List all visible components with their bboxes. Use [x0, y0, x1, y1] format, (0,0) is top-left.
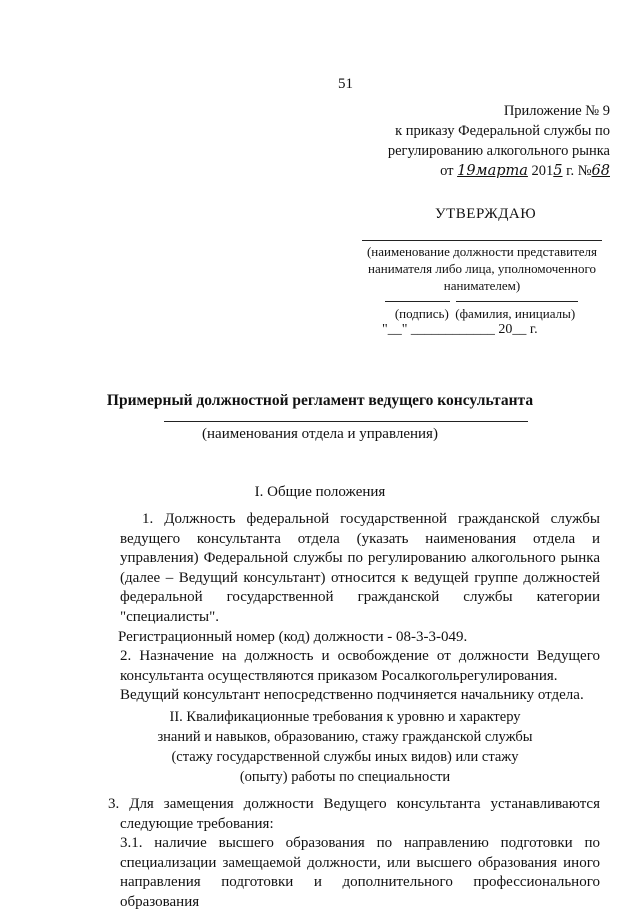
appendix-line-2: к приказу Федеральной службы по [395, 123, 610, 139]
appendix-header [370, 101, 610, 181]
department-line [164, 421, 528, 422]
section-1-body [120, 510, 600, 706]
paragraph-2: 2. Назначение на должность и освобождение от должности Ведущего консультанта осуществляются приказом Росалкогольрегулирования. [120, 648, 600, 684]
signature-line [385, 301, 450, 302]
document-title: Примерный должностной регламент ведущего консультанта [106, 392, 534, 409]
position-line [362, 240, 602, 241]
position-note: (наименование должности представителя нанимателя либо лица, уполномоченного нанимателем) [366, 244, 598, 293]
section-2-heading: II. Квалификационные требования к уровню и характеру знаний и навыков, образованию, стажу гражданской службы (стажу государственной службы иных видов) или стажу (опыту) работы по специальности [157, 709, 533, 785]
paragraph-1: 1. Должность федеральной государственной гражданской службы ведущего консультанта отдела (указать наименования отдела и управления) Федеральной службы по регулированию алкогольного рынка (далее – Ведущий консультант) относится к ведущей группе должностей федеральной государственной гражданской службы категории "специалисты". [120, 511, 600, 625]
paragraph-reg-number: Регистрационный номер (код) должности - 08-3-3-049. [118, 628, 468, 645]
page-number: 51 [338, 76, 353, 92]
handwritten-year: 5 [553, 163, 563, 179]
appendix-line-1: Приложение № 9 [503, 103, 610, 119]
date-prefix: от [440, 163, 458, 179]
approve-heading: УТВЕРЖДАЮ [435, 206, 537, 222]
section-1-heading: I. Общие положения [254, 484, 386, 500]
department-note: (наименования отдела и управления) [202, 426, 438, 442]
date-year: 201 [527, 163, 554, 179]
paragraph-subordination: Ведущий консультант непосредственно подчиняется начальнику отдела. [120, 687, 584, 704]
name-line [456, 301, 578, 302]
section-2-body [108, 795, 600, 913]
signature-note: (подпись) (фамилия, инициалы) [394, 306, 576, 321]
handwritten-date: 19марта [457, 163, 528, 179]
paragraph-3-1: 3.1. наличие высшего образования по направлению подготовки по специализации замещаемой должности, или высшего образования иного направления подготовки и дополнительного профессионального образования [120, 835, 600, 910]
order-number-label: г. № [562, 163, 592, 179]
appendix-date-line [370, 161, 610, 181]
paragraph-3: 3. Для замещения должности Ведущего консультанта устанавливаются следующие требования: [108, 796, 600, 832]
approval-date-line: "__" ____________ 20__ г. [382, 322, 538, 337]
appendix-line-3: регулированию алкогольного рынка [387, 143, 610, 159]
handwritten-order-number: 68 [591, 163, 610, 179]
